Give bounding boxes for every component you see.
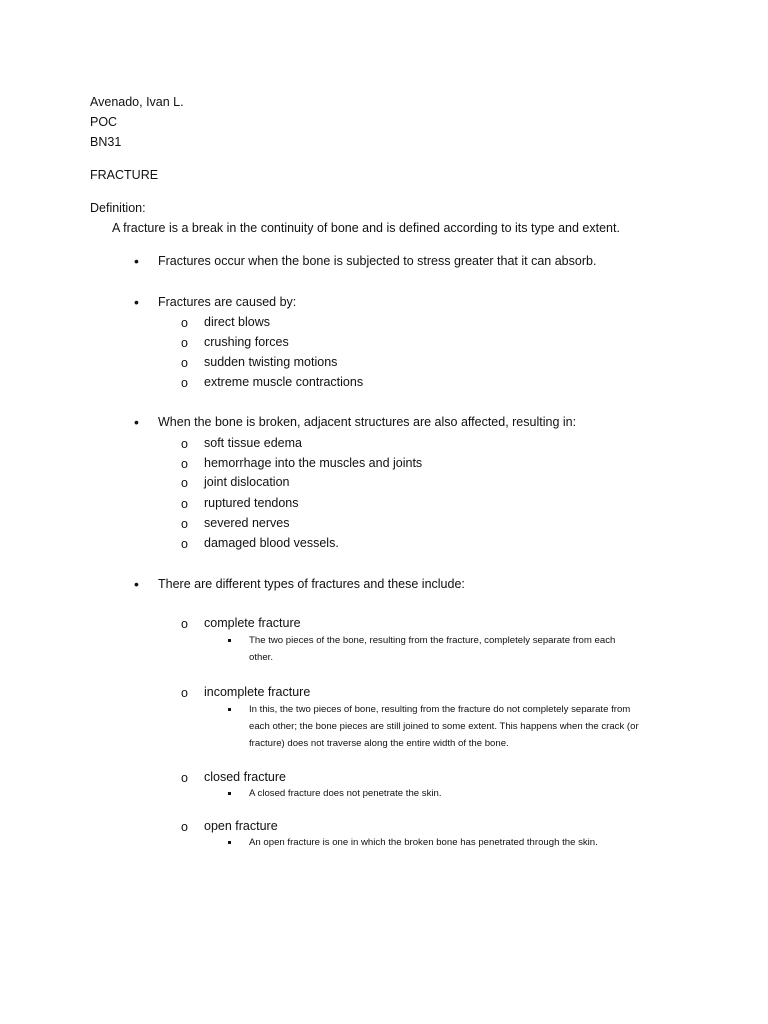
circle-marker: o (181, 537, 188, 551)
square-bullet (228, 708, 231, 711)
causes-heading: Fractures are caused by: (158, 295, 297, 309)
fracture-type-desc: An open fracture is one in which the broken bone has penetrated through the skin. (249, 837, 598, 848)
square-bullet (228, 792, 231, 795)
effect-item: soft tissue edema (204, 436, 302, 450)
fracture-type-desc: The two pieces of the bone, resulting from the fracture, completely separate from each (249, 635, 616, 646)
circle-marker: o (181, 336, 188, 350)
bullet-occur: Fractures occur when the bone is subjected to stress greater that it can absorb. (158, 254, 597, 268)
bullet-marker: • (134, 576, 139, 592)
circle-marker: o (181, 820, 188, 834)
circle-marker: o (181, 476, 188, 490)
circle-marker: o (181, 316, 188, 330)
fracture-type-desc: In this, the two pieces of bone, resulting from the fracture do not completely separate from (249, 704, 631, 715)
fracture-type-desc: fracture) does not traverse along the entire width of the bone. (249, 738, 509, 749)
cause-item: extreme muscle contractions (204, 375, 364, 389)
definition-text: A fracture is a break in the continuity of bone and is defined according to its type and extent. (112, 221, 620, 235)
bullet-marker: • (134, 414, 139, 430)
cause-item: sudden twisting motions (204, 355, 338, 369)
fracture-type-name: complete fracture (204, 616, 301, 630)
effect-item: hemorrhage into the muscles and joints (204, 456, 423, 470)
circle-marker: o (181, 457, 188, 471)
course-code: POC (90, 115, 118, 129)
circle-marker: o (181, 497, 188, 511)
section-code: BN31 (90, 135, 122, 149)
circle-marker: o (181, 517, 188, 531)
circle-marker: o (181, 617, 188, 631)
author-name: Avenado, Ivan L. (90, 95, 184, 109)
cause-item: crushing forces (204, 335, 289, 349)
fracture-type-desc: each other; the bone pieces are still joined to some extent. This happens when the crack (or (249, 721, 639, 732)
circle-marker: o (181, 376, 188, 390)
fracture-type-desc: A closed fracture does not penetrate the skin. (249, 788, 442, 799)
types-heading: There are different types of fractures and these include: (158, 577, 465, 591)
effect-item: ruptured tendons (204, 496, 299, 510)
document-title: FRACTURE (90, 168, 159, 182)
fracture-type-name: incomplete fracture (204, 685, 311, 699)
fracture-type-name: open fracture (204, 819, 278, 833)
circle-marker: o (181, 356, 188, 370)
circle-marker: o (181, 437, 188, 451)
square-bullet (228, 639, 231, 642)
fracture-type-name: closed fracture (204, 770, 286, 784)
circle-marker: o (181, 686, 188, 700)
bullet-marker: • (134, 253, 139, 269)
effect-item: damaged blood vessels. (204, 536, 339, 550)
square-bullet (228, 841, 231, 844)
effects-heading: When the bone is broken, adjacent structures are also affected, resulting in: (158, 415, 577, 429)
definition-label: Definition: (90, 201, 146, 215)
bullet-marker: • (134, 294, 139, 310)
effect-item: severed nerves (204, 516, 290, 530)
fracture-type-desc: other. (249, 652, 274, 663)
cause-item: direct blows (204, 315, 270, 329)
circle-marker: o (181, 771, 188, 785)
effect-item: joint dislocation (204, 475, 290, 489)
